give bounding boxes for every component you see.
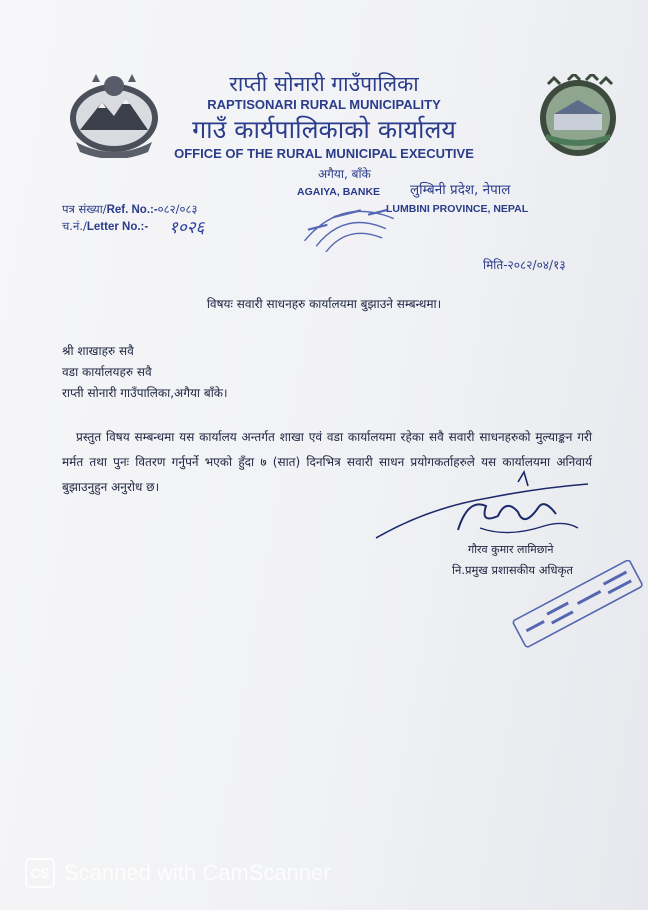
addressee-block: [62, 341, 228, 404]
handwritten-signature-icon: [368, 468, 598, 548]
municipality-name-english: RAPTISONARI RURAL MUNICIPALITY: [207, 97, 441, 112]
letter-number: [62, 219, 148, 234]
office-name-english: OFFICE OF THE RURAL MUNICIPAL EXECUTIVE: [174, 146, 474, 161]
municipality-logo-icon: [530, 74, 626, 156]
camscanner-logo-icon: CS: [25, 858, 55, 888]
addressee-line: राप्ती सोनारी गाउँपालिका,अगैया बाँके।: [62, 386, 228, 400]
letter-no-label-english: Letter No.:-: [86, 221, 149, 233]
reference-value: ०८२/०८३: [157, 202, 198, 216]
address-nepali: अगैया, बाँके: [318, 167, 371, 181]
addressee-line: वडा कार्यालयहरु सवै: [62, 365, 152, 379]
letter-body: प्रस्तुत विषय सम्बन्धमा यस कार्यालय अन्तर्गत शाखा एवं वडा कार्यालयमा रहेका सवै सवारी साधनहरुको मुल्याङ्कन गरी मर्मत तथा पुनः वितरण गर्नुपर्ने भएको हुँदा ७ (सात) दिनभित्र सवारी साधन प्रयोगकर्ताहरुले यस कार्यालयमा अनिवार्य बुझाउनुहुन अनुरोध छ।: [62, 430, 592, 494]
signatory-name: गौरव कुमार लामिछाने: [468, 543, 554, 556]
letter-date: मिति-२०८२/०४/१३: [483, 258, 566, 272]
scanner-watermark-text: Scanned with CamScanner: [64, 860, 331, 885]
letter-no-label: च.नं./: [62, 219, 87, 233]
office-name-nepali: गाउँ कार्यपालिकाको कार्यालय: [192, 115, 456, 144]
province-english: LUMBINI PROVINCE, NEPAL: [386, 203, 529, 215]
municipality-name-nepali: राप्ती सोनारी गाउँपालिका: [229, 72, 419, 96]
signatory-title: नि.प्रमुख प्रशासकीय अधिकृत: [452, 563, 573, 577]
address-english: AGAIYA, BANKE: [297, 186, 381, 198]
letter-number-handwritten: १०२६: [169, 218, 205, 238]
officer-stamp-icon: [500, 560, 648, 650]
reference-label-english: Ref. No.:-: [106, 204, 158, 216]
addressee-line: श्री शाखाहरु सवै: [62, 344, 134, 358]
province-nepali: लुम्बिनी प्रदेश, नेपाल: [410, 182, 511, 198]
office-rubber-stamp-icon: [293, 190, 401, 252]
reference-label: पत्र संख्या/: [62, 202, 107, 216]
letter-subject: विषयः सवारी साधनहरु कार्यालयमा बुझाउने सम्बन्धमा।: [206, 297, 442, 311]
